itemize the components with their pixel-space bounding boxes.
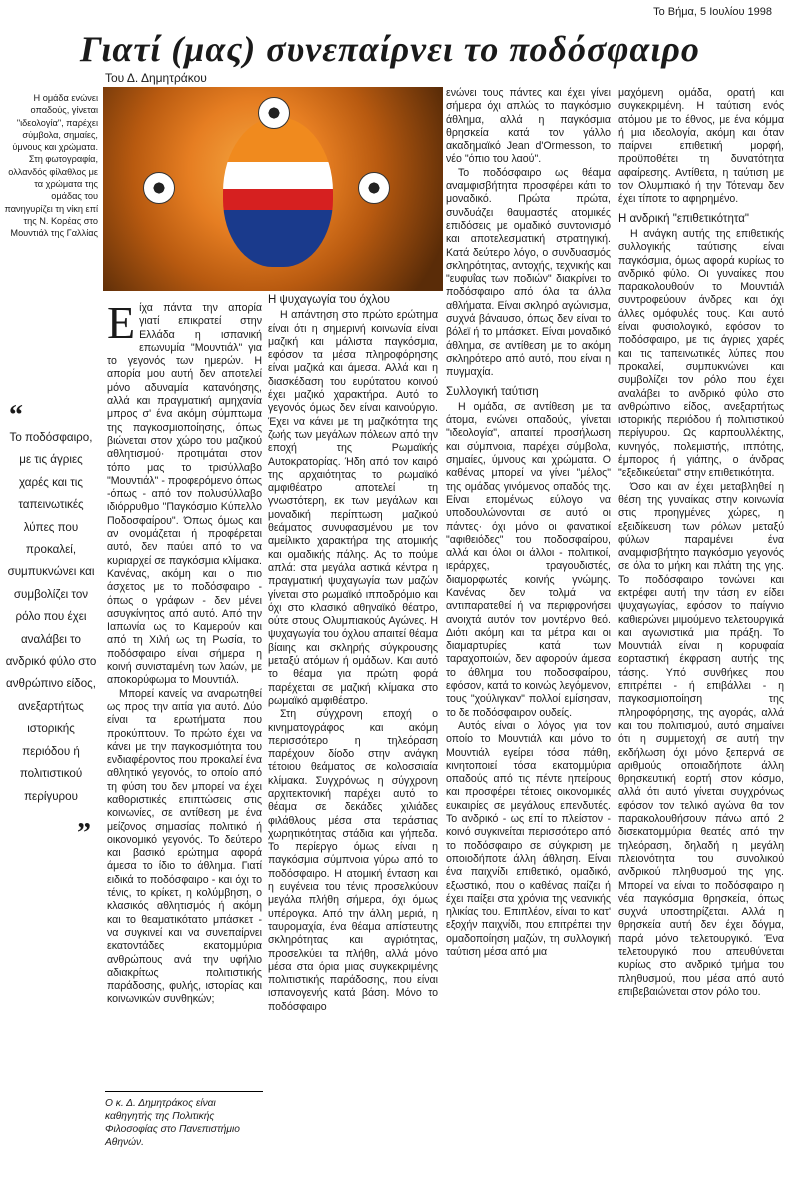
- paragraph: ενώνει τους πάντες και έχει γίνει σήμερα όχι απλώς το παγκόσμιο άθλημα, αλλά η παγκόσμια θρησκεία κατά τον γάλλο ακαδημαϊκό Jean d'Ormesson, το νέο "όπιο του λαού".: [446, 87, 611, 166]
- paragraph: Η ανάγκη αυτής της επιθετικής συλλογικής ταύτισης είναι παγκόσμια, όμως αφορά κυρίως το ανδρικό φύλο. Οι γυναίκες που παρακολουθούν το Μουντιάλ συντροφεύουν άνδρες και όχι άλλες ομόφυλές τους. Και αυτό είναι φυσιολογικό, εφόσον το ποδόσφαιρο, με τις άγριες χαρές και τις ταπεινωτικές λύπες που προκαλεί, συμπυκνώνει και συμβολίζει τον ρόλο που έχει αναλάβει το ανδρικό φύλο στο ανθρώπινο είδος, ανεξαρτήτως ιστορικής περιόδου ή πολιτιστικού περίγυρου. Ως καρπουλλέκτης, κυνηγός, πολεμιστής, ιππότης, έμπορος ή γιάπης, ο άνδρας "εξεδικεύεται" στην επιθετικότητα.: [618, 227, 784, 480]
- section-heading: Συλλογική ταύτιση: [446, 385, 539, 398]
- article-column-4: [618, 87, 784, 999]
- pull-quote: [3, 400, 99, 849]
- paragraph: Αυτός είναι ο λόγος για τον οποίο το Μουντιάλ και μόνο το Μουντιάλ εγείρει τόσα πάθη, κινητοποιεί τόσα εκατομμύρια οπαδούς από τις πέντε ηπείρους και προσφέρει τέτοιες οικονομικές ευκαιρίες σε μεγάλους επενδυτές. Το ανδρικό - ως επί το πλείστον - κοινό συγκινείται περισσότερο από το ποδόσφαιρο σε σύγκριση με οποιοδήποτε άλλη άθληση. Είναι ένα παιχνίδι επιθετικό, ομαδικό, εξωστικό, που ο καθένας παίζει ή έχει παίξει στα χρόνια της νεανικής ηλικίας του. Επιπλέον, είναι το κατ' εξοχήν παιχνίδι, που επιτρέπει την ομαδοποίηση μαζών, τη συλλογική ταύτιση μέσα από μια: [446, 719, 611, 958]
- quote-open-icon: “: [9, 400, 23, 431]
- fan-face-illustration: [223, 117, 333, 267]
- article-title: Γιατί (μας) συνεπαίρνει το ποδόσφαιρο: [80, 29, 700, 69]
- pull-quote-text: Το ποδόσφαιρο, με τις άγριες χαρές και τις ταπεινωτικές λύπες που προκαλεί, συμπυκνώνει και συμβολίζει τον ρόλο που έχει αναλάβει το ανδρικό φύλο στο ανθρώπινο είδος, ανεξαρτήτως ιστορικής περιόδου ή πολιτιστικού περίγυρου: [5, 431, 97, 803]
- football-icon: [143, 172, 175, 204]
- photo-caption: Η ομάδα ενώνει οπαδούς, γίνεται "ιδεολογία", παρέχει σύμβολα, σημαίες, ύμνους και χρώματα. Στη φωτογραφία, ολλανδός φίλαθλος με τα χρώματα της ομάδας του πανηγυρίζει τη νίκη επί της Ν. Κορέας στο Μουντιάλ της Γαλλίας: [4, 93, 98, 239]
- byline: Του Δ. Δημητράκου: [105, 71, 207, 85]
- section-heading: Η ψυχαγωγία του όχλου: [268, 294, 390, 306]
- section-heading: Η ανδρική "επιθετικότητα": [618, 212, 749, 225]
- paragraph: Όσο και αν έχει μεταβληθεί η θέση της γυναίκας στην κοινωνία στις προηγμένες χώρες, η εξειδίκευση των ρόλων μεταξύ φύλων παραμένει ένα αναμφισβήτητο παγκόσμιο γεγονός σε όλα το μήκη και πλάτη της γης. Το ποδόσφαιρο τονώνει και εκτρέφει αυτή την τάση εν είδει ψυχαγωγίας, εφόσον το παίγνιο καθιερώνει μιμούμενο τελετουργικά και αγωνιστικά μια πράξη. Το Μουντιάλ είναι η κορυφαία εορταστική έκφραση αυτής της τάσης. Υπό συνθήκες που επιτρέπει - ή επιβάλλει - η παγκοσμιοποίηση της πληροφόρησης, της αγοράς, αλλά και του πολιτισμού, αυτό σημαίνει ότι η συμμετοχή σε αυτή την εκδήλωση όχι μόνο ξεπερνά σε αριθμούς οποιαδήποτε άλλη θρησκευτική εορτή στον κόσμο, αλλά ότι αυτό γίνεται συγχρόνως εφόσον τον τελικό αγώνα θα τον παρακολουθήσουν πάνω από 2 δισεκατομμύρια θεατές από την τηλεόραση, δηλαδή η μεγάλη πλειονότητα του συνολικού ανδρικού πληθυσμού της γης. Μπορεί να είναι το ποδόσφαιρο η νέα παγκόσμια θρησκεία, όπως συχνά υποστηρίζεται. Αλλά η θρησκεία αυτή δεν έχει δόγμα, παρά μόνο τελετουργικό. Ένα τελετουργικό που απευθύνεται κυρίως στο ανδρικό τμήμα του πληθυσμού, που μέσα από αυτό επιβεβαιώνεται στον ρόλο του.: [618, 480, 784, 998]
- date-line: Το Βήμα, 5 Ιουλίου 1998: [653, 6, 772, 18]
- article-column-3: [446, 87, 611, 959]
- paragraph: Στη σύγχρονη εποχή ο κινηματογράφος και ακόμη περισσότερο η τηλεόραση παρέχουν δίοδο στην ανάγκη τέτοιου θεάματος σε κολοσσιαία κλίμακα. Συγχρόνως η σύγχρονη αρχιτεκτονική παρέχει αυτό το θέαμα σε δεκάδες χιλιάδες φιλάθλους μέσα στα τεράστιας χωρητικότητας στάδια και γήπεδα. Το περίεργο όμως είναι η παγκόσμια σύμπνοια γύρω από το ποδόσφαιρο. Η ατομική ένταση και η ευγένεια του τένις προσελκύουν μεγάλα πλήθη σήμερα, όχι όμως υπέρογκα. Από την άλλη μεριά, η ταυρομαχία, ένα θέαμα απίστευτης σκληρότητας και αγριότητας, προσελκύει τα πλήθη, αλλά μόνο μέσα στα όρια μιας συγκεκριμένης πολιτιστικής παράδοσης, που είναι ισπανογενής κατά βάση. Μόνο το ποδόσφαιρο: [268, 708, 438, 1013]
- paragraph: μαχόμενη ομάδα, ορατή και συγκεκριμένη. Η ταύτιση ενός ατόμου με το έθνος, με ένα κόμμα ή μια ιδεολογία, ακόμη και όταν παίρνει επιθετική μορφή, προϋποθέτει τη δυνατότητα αφαίρεσης. Αντίθετα, η ταύτιση με τον Ολυμπιακό ή την Τότεναμ δεν έχει τίποτε το αφηρημένο.: [618, 87, 784, 206]
- drop-cap: Ε: [107, 297, 136, 348]
- paragraph: Η απάντηση στο πρώτο ερώτημα είναι ότι η σημερινή κοινωνία είναι μαζική και μάλιστα παγκόσμια, εφόσον τα μέσα πληροφόρησης είναι μαζικά και άμεσα. Αλλά και η διασκέδαση του ευρύτατου κοινού έχει μαζικό χαρακτήρα. Αυτό το γεγονός όμως δεν είναι καινούργιο. Έχει να κάνει με τη μαζικότητα της ζωής των μεγάλων πόλεων από την εποχή της Ρωμαϊκής Αυτοκρατορίας. Ήδη από τον καιρό της αρχαιότητας το ρωμαϊκό αμφιθέατρο αποτελεί τη γνωστότερη, εκ των μεγάλων και μοναδική περίπτωση μαζικού θεάματος συνυφασμένου με τον αμείλικτο χαρακτήρα της ατομικής και ομαδικής πάλης. Ας το πούμε απλά: στα μεγάλα αστικά κέντρα η πραγματική ψυχαγωγία των μαζών γίνεται στο ρωμαϊκό ιπποδρόμιο και όχι στο κλασικό αθηναϊκό θέατρο, ούτε στους Ολυμπιακούς Αγώνες. Η ψυχαγωγία του όχλου απαιτεί θέαμα βίαιης και σκληρής σύγκρουσης μεταξύ ατόμων ή ομάδων. Και αυτό το θέαμα για πρώτη φορά παρέχεται σε μαζική κλίμακα στο ρωμαϊκό αμφιθέατρο.: [268, 309, 438, 707]
- football-icon: [358, 172, 390, 204]
- paragraph: Το ποδόσφαιρο ως θέαμα αναμφισβήτητα προσφέρει κάτι το μοναδικό. Πρώτα πρώτα, συνδυάζει θαυμαστές ατομικές επιδόσεις με ομαδικό συντονισμό και αποτελεσματική στρατηγική. Κατά δεύτερο λόγο, ο συνδυασμός σκληρότητας, αντοχής, τεχνικής και "ευφυΐας των ποδιών" διακρίνει το ποδόσφαιρο από όλα τα άλλα αθλήματα. Είναι σκληρό αγώνισμα, συχνά βάναυσο, όπως δεν είναι το βόλεϊ ή το μπάσκετ. Είναι μοναδικό άθλημα, σε αντίθεση με το ακόμη σκληρότερο από αυτό, που είναι η πυγμαχία.: [446, 166, 611, 379]
- football-icon: [258, 97, 290, 129]
- article-column-1: [107, 297, 262, 1007]
- article-column-2: [268, 288, 438, 1014]
- quote-close-icon: ”: [77, 818, 91, 849]
- author-note: Ο κ. Δ. Δημητράκος είναι καθηγητής της Πολιτικής Φιλοσοφίας στο Πανεπιστήμιο Αθηνών.: [105, 1091, 263, 1149]
- paragraph: Η ομάδα, σε αντίθεση με τα άτομα, ενώνει οπαδούς, γίνεται "ιδεολογία", απαιτεί προσήλωση και σύμπνοια, παρέχει σύμβολα, σημαίες, ύμνους και χρώματα. Ο καθένας μπορεί να γίνει "μέλος" της ομάδας γινόμενος οπαδός της. Είναι επομένως εύλογο να υποδουλώνονται σε αυτό οι πάντες· όχι μόνο οι φανατικοί "αφιθειόδες" του ποδοσφαίρου, αλλά και όλοι οι άλλοι - πολιτικοί, ιεράρχες, τραγουδιστές, διαμορφωτές κοινής γνώμης. Κανένας δεν τολμά να αντιπαρατεθεί ή να περιφρονήσει ανοιχτά αυτόν τον μοντέρνο θεό. Διότι ακόμη και τα μέτρα και οι διαμαρτυρίες κατά των ταραχοποιών, δεν αφορούν άμεσα το άθλημα του ποδοσφαίρου, εφόσον, κατά το κοινώς λεγόμενον, τους "χούλιγκαν" πολλοί εμίσησαν, το δε ποδόσφαιρον ουδείς.: [446, 400, 611, 719]
- article-photo: [103, 87, 443, 291]
- paragraph: Μπορεί κανείς να αναρωτηθεί ως προς την αιτία για αυτό. Δύο είναι τα ερωτήματα που προκύπτουν. Το πρώτο έχει να κάνει με την παγκοσμιότητα του ενδιαφέροντος που προκαλεί ένα αθλητικό γεγονός, το οποίο από τη φύση του δεν μπορεί να έχει καθοριστικές επιπτώσεις στις κοινωνίες, σε αντίθεση με ένα μείζονος σημασίας πολιτικό ή οικονομικό γεγονός. Το δεύτερο και βασικό ερώτημα αφορά άμεσα το ίδιο το άθλημα. Γιατί ειδικά το ποδόσφαιρο - και όχι το τένις, το κρίκετ, η κολύμβηση, ο κλασικός αθλητισμός ή ακόμη και το θεαματικότατο μπάσκετ - να συγκινεί και να συνεπαίρνει εκατοντάδες εκατομμύρια ανθρώπους ανά την υφήλιο αδιακρίτως πολιτιστικής παράδοσης, φυλής, ιστορίας και κοινωνικών συνθηκών;: [107, 687, 262, 1006]
- intro-paragraph: ίχα πάντα την απορία γιατί επικρατεί στην Ελλάδα η ισπανική επωνυμία "Μουντιάλ" για το γεγονός των ημερών. Η απορία μου αυτή δεν αποτελεί μόνο αδυναμία κατανόησης, αλλά και πραγματική αμηχανία μπρος σ' ένα ακόμη σύμπτωμα της παγκοσμιοποίησης, όπως βιώνεται στον χώρο του μαζικού αθλητισμού· προτιμάται στον τόπο μας το τρισύλλαβο "Μουντιάλ" - προφερόμενο όπως -όπως - από τον πολυσύλλαβο ιδιόρρυθμο "Παγκόσμιο Κύπελλο Ποδοσφαίρου". Όπως όμως και αν ονομάζεται ή προφέρεται αυτό, δεν παύει από το να κυριαρχεί σε παγκόσμια κλίμακα. Κανένας, ακόμη και ο πιο άσχετος με το ποδόσφαιρο - όπως ο γράφων - δεν μένει ασυγκίνητος από αυτό. Από την Ιαπωνία ως το Καμερούν και από τη Χιλή ως τη Ρωσία, το ποδόσφαιρο είναι σήμερα η κοινή συνισταμένη των λαών, με αποκορύφωμα το Μουντιάλ.: [107, 302, 262, 687]
